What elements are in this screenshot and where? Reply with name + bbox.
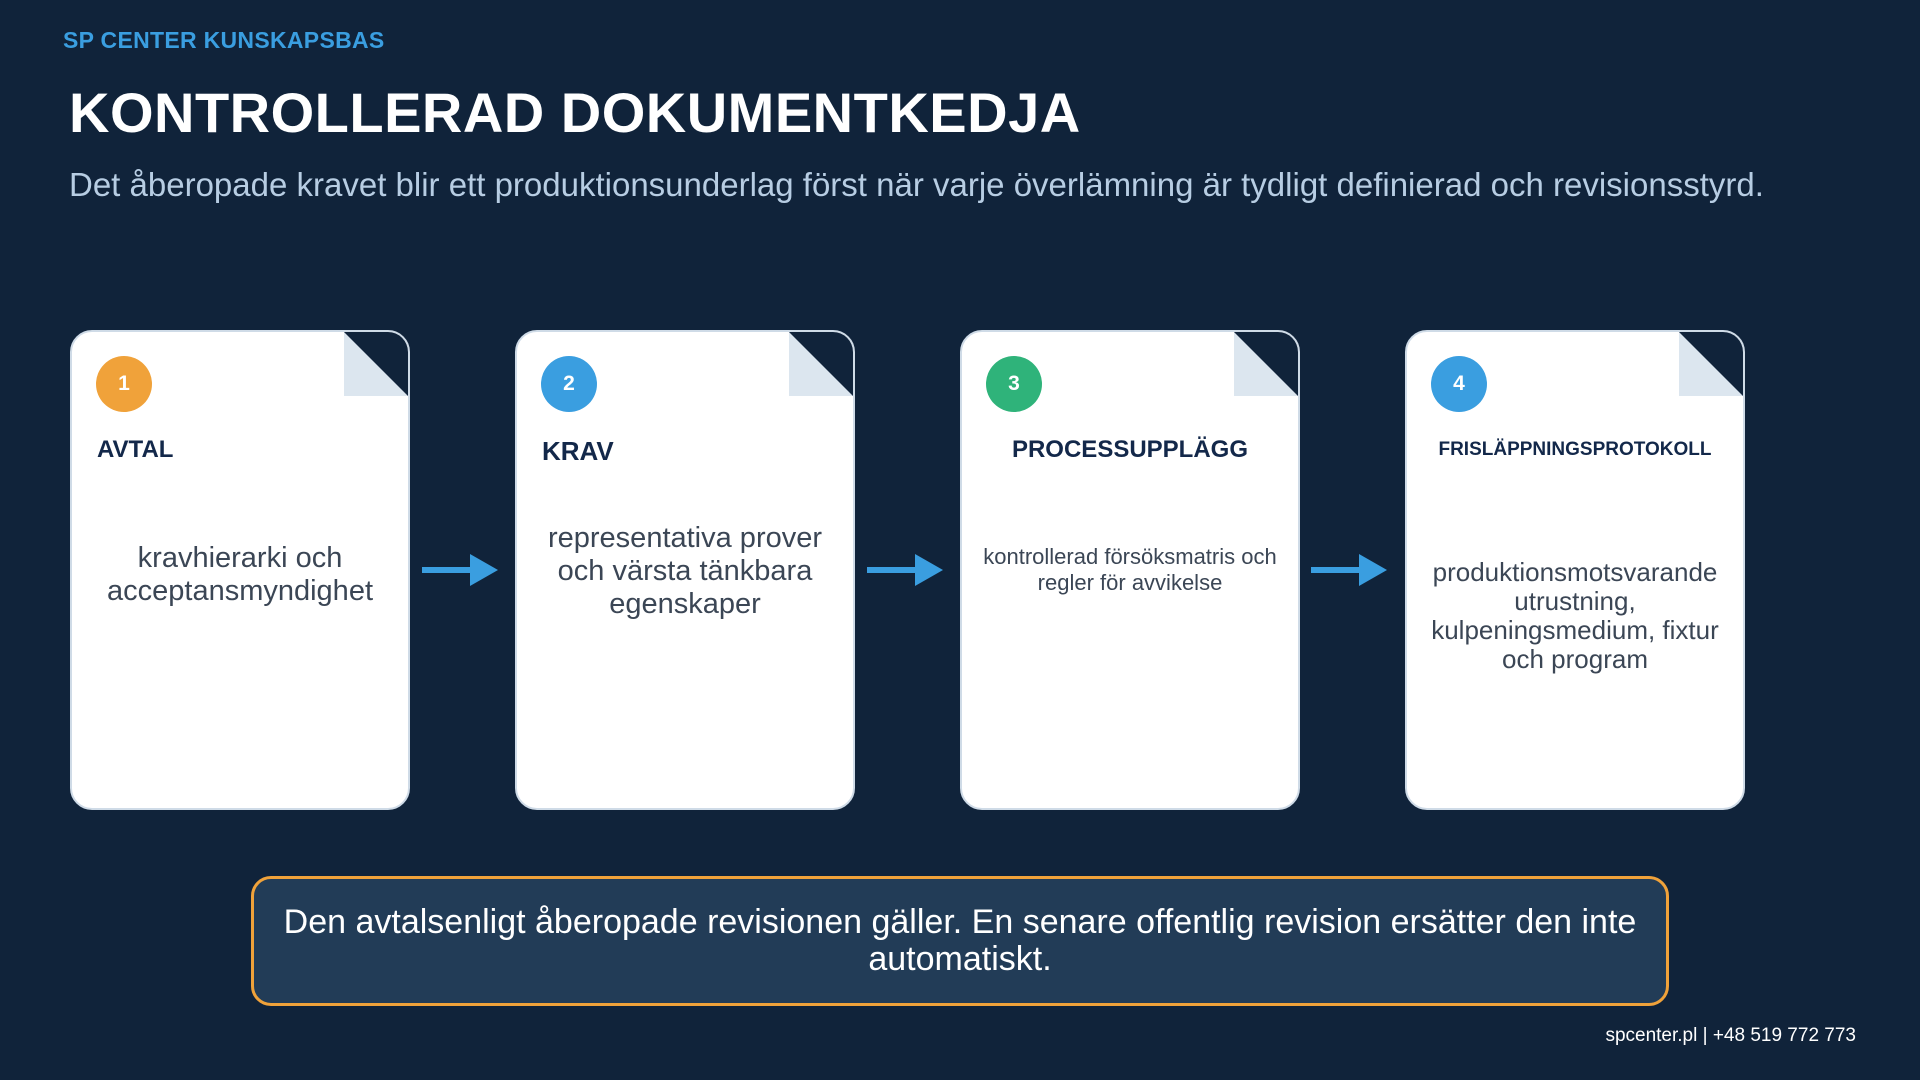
step-title: FRISLÄPPNINGSPROTOKOLL [1438, 439, 1712, 460]
step-description: kravhierarki och acceptansmyndighet [107, 542, 373, 607]
footer-contact: spcenter.pl | +48 519 772 773 [1605, 1025, 1856, 1046]
arrow-right-icon [867, 552, 943, 588]
page-fold-icon [344, 332, 408, 396]
step-title: AVTAL [97, 436, 174, 463]
step-number-badge: 4 [1431, 356, 1487, 412]
step-card-frislappningsprotokoll [1405, 330, 1745, 810]
step-card-processupplagg [960, 330, 1300, 810]
step-card-krav [515, 330, 855, 810]
page-subtitle: Det åberopade kravet blir ett produktionsunderlag först när varje överlämning är tydligt definierad och revisionsstyrd. [69, 166, 1764, 203]
page-title: KONTROLLERAD DOKUMENTKEDJA [69, 81, 1081, 144]
brand-label: SP CENTER KUNSKAPSBAS [63, 27, 385, 53]
revision-note [251, 876, 1669, 1006]
page-fold-icon [789, 332, 853, 396]
revision-note-text: Den avtalsenligt åberopade revisionen gäller. En senare offentlig revision ersätter den inte automatiskt. [283, 903, 1637, 978]
step-description: produktionsmotsvarande utrustning, kulpeningsmedium, fixtur och program [1431, 557, 1719, 674]
step-title: PROCESSUPPLÄGG [1011, 436, 1249, 463]
step-title: KRAV [542, 436, 614, 466]
arrow-right-icon [1311, 552, 1387, 588]
arrow-right-icon [422, 552, 498, 588]
page-fold-icon [1234, 332, 1298, 396]
step-description: kontrollerad försöksmatris och regler för avvikelse [983, 544, 1277, 595]
step-description: representativa prover och värsta tänkbara egenskaper [547, 522, 823, 620]
step-number-badge: 1 [96, 356, 152, 412]
step-card-avtal [70, 330, 410, 810]
step-number-badge: 3 [986, 356, 1042, 412]
step-number-badge: 2 [541, 356, 597, 412]
page-fold-icon [1679, 332, 1743, 396]
